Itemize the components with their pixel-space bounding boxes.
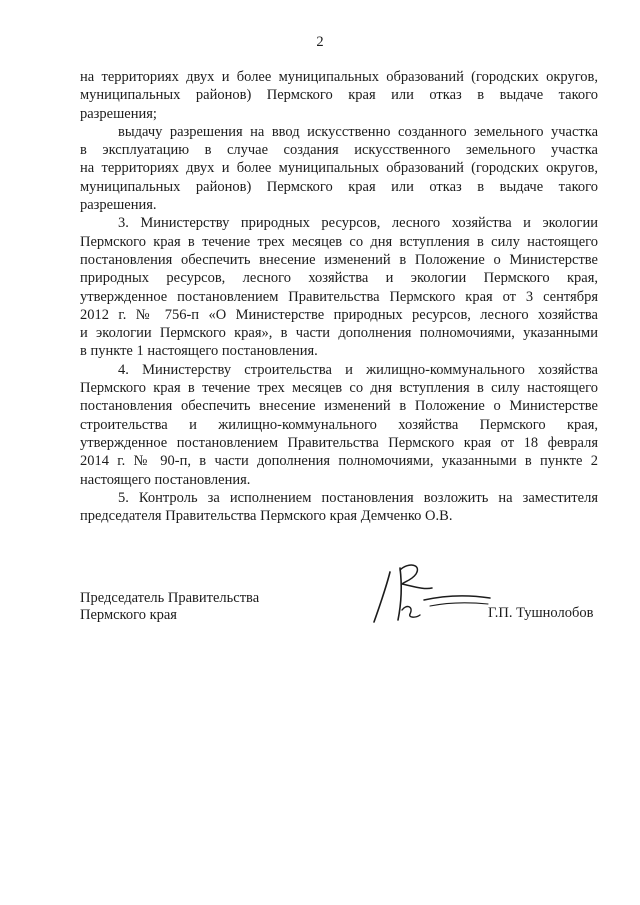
signatory-title-line-2: Пермского края — [80, 607, 177, 623]
text-line: выдачу разрешения на ввод искусственно созданного земельного участка — [118, 123, 598, 140]
text-line: утвержденное постановлением Правительства Пермского края от 3 сентября — [80, 288, 598, 305]
text-line: постановления обеспечить внесение изменений в Положение о Министерстве — [80, 398, 598, 415]
text-line: в эксплуатацию в случае создания искусственного земельного участка — [80, 142, 598, 159]
text-line: строительства и жилищно-коммунального хозяйства Пермского края, — [80, 416, 598, 433]
text-line: Пермского края в течение трех месяцев со дня вступления в силу настоящего — [80, 233, 598, 250]
text-line: на территориях двух и более муниципальных образований (городских округов, — [80, 160, 598, 177]
text-line: председателя Правительства Пермского края Демченко О.В. — [80, 508, 453, 525]
text-line: утвержденное постановлением Правительства Пермского края от 18 февраля — [80, 434, 598, 451]
text-line: 4. Министерству строительства и жилищно-коммунального хозяйства — [118, 361, 598, 378]
text-line: Пермского края в течение трех месяцев со дня вступления в силу настоящего — [80, 380, 598, 397]
handwritten-signature — [372, 560, 492, 630]
text-line: на территориях двух и более муниципальных образований (городских округов, — [80, 69, 598, 85]
text-line: муниципальных районов) Пермского края или отказ в выдаче такого — [80, 87, 598, 104]
text-line: 2014 г. № 90-п, в части дополнения полномочиями, указанными в пункте 2 — [80, 453, 598, 470]
text-line: разрешения. — [80, 197, 157, 214]
text-line: муниципальных районов) Пермского края или отказ в выдаче такого — [80, 178, 598, 195]
page-number: 2 — [316, 34, 324, 50]
text-line: 2012 г. № 756-п «О Министерстве природных ресурсов, лесного хозяйства — [80, 306, 598, 323]
text-line: настоящего постановления. — [80, 471, 251, 488]
text-line: 5. Контроль за исполнением постановления возложить на заместителя — [118, 489, 598, 506]
text-line: в пункте 1 настоящего постановления. — [80, 343, 318, 360]
signatory-title — [80, 590, 259, 624]
text-line: и экологии Пермского края», в части дополнения полномочиями, указанными — [80, 325, 598, 342]
text-line: постановления обеспечить внесение изменений в Положение о Министерстве — [80, 251, 598, 268]
signatory-name: Г.П. Тушнолобов — [488, 605, 594, 621]
text-line: 3. Министерству природных ресурсов, лесного хозяйства и экологии — [118, 215, 598, 232]
text-line: природных ресурсов, лесного хозяйства и экологии Пермского края, — [80, 270, 598, 287]
signatory-title-line-1: Председатель Правительства — [80, 590, 260, 606]
text-line: разрешения; — [80, 105, 157, 122]
document-body — [80, 68, 598, 525]
